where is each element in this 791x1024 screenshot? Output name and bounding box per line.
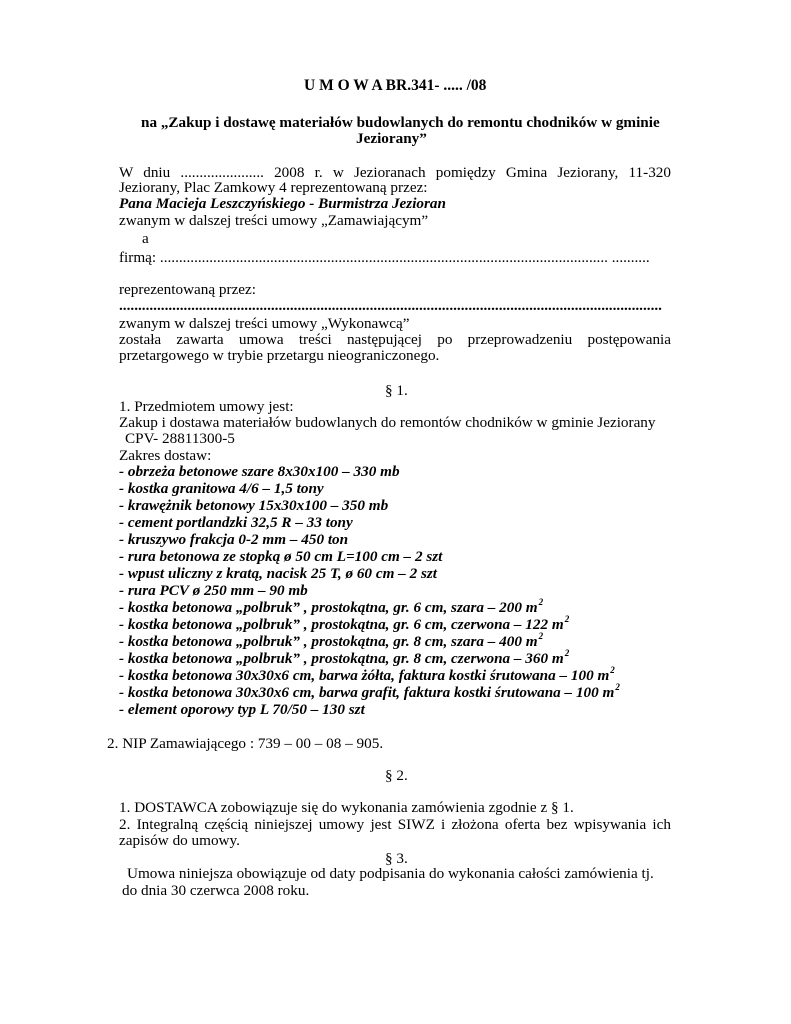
concluded-line1: została zawarta umowa treści następującej po przeprowadzeniu postępowania — [119, 331, 671, 348]
list-item: - element oporowy typ L 70/50 – 130 szt — [119, 701, 365, 718]
list-item: - cement portlandzki 32,5 R – 33 tony — [119, 514, 353, 531]
cpv-code: CPV- 28811300-5 — [125, 430, 235, 447]
parties-line1: W dniu ...................... 2008 r. w Jezioranach pomiędzy Gmina Jeziorany, 11-320 — [119, 164, 671, 181]
list-item: - kostka betonowa 30x30x6 cm, barwa żółta, faktura kostki śrutowana – 100 m 2 — [119, 668, 615, 686]
parties-line2: Jeziorany, Plac Zamkowy 4 reprezentowaną przez: — [119, 179, 428, 196]
squared-superscript — [538, 633, 544, 650]
list-item: - obrzeża betonowe szare 8x30x100 – 330 mb — [119, 463, 400, 480]
and-word: a — [142, 230, 149, 247]
section1-item1: 1. Przedmiotem umowy jest: — [119, 398, 294, 415]
nip-line: 2. NIP Zamawiającego : 739 – 00 – 08 – 905. — [107, 735, 384, 752]
list-item: - kostka betonowa „polbruk” , prostokątna, gr. 8 cm, czerwona – 360 m 2 — [119, 651, 569, 669]
section2-p1: 1. DOSTAWCA zobowiązuje się do wykonania zamówienia zgodnie z § 1. — [119, 799, 574, 816]
subtitle-line2: Jeziorany” — [356, 130, 427, 147]
scope-label: Zakres dostaw: — [119, 447, 212, 464]
section2-p2-line2: zapisów do umowy. — [119, 832, 240, 849]
section3-heading: § 3. — [385, 850, 408, 867]
section1-heading: § 1. — [385, 382, 408, 399]
representative: Pana Macieja Leszczyńskiego - Burmistrza Jezioran — [119, 195, 446, 212]
section3-line2: do dnia 30 czerwca 2008 roku. — [122, 882, 310, 899]
squared-superscript — [614, 684, 620, 701]
list-item: - rura betonowa ze stopką ø 50 cm L=100 cm – 2 szt — [119, 548, 443, 565]
section1-subject: Zakup i dostawa materiałów budowlanych do remontów chodników w gminie Jeziorany — [119, 414, 656, 431]
subtitle-line1: na „Zakup i dostawę materiałów budowlanych do remontu chodników w gminie — [141, 114, 660, 131]
list-item: - kostka betonowa „polbruk” , prostokątna, gr. 8 cm, szara – 400 m 2 — [119, 634, 543, 652]
list-item: - rura PCV ø 250 mm – 90 mb — [119, 582, 308, 599]
section2-heading: § 2. — [385, 767, 408, 784]
list-item: - kostka betonowa „polbruk” , prostokątna, gr. 6 cm, czerwona – 122 m 2 — [119, 617, 569, 635]
list-item: - krawężnik betonowy 15x30x100 – 350 mb — [119, 497, 389, 514]
section3-line1: Umowa niniejsza obowiązuje od daty podpisania do wykonania całości zamówienia tj. — [127, 865, 654, 882]
list-item: - kostka betonowa 30x30x6 cm, barwa grafit, faktura kostki śrutowana – 100 m 2 — [119, 685, 620, 703]
document-title: U M O W A BR.341- ..... /08 — [304, 77, 487, 94]
list-item: - kruszywo frakcja 0-2 mm – 450 ton — [119, 531, 349, 548]
wykonawca-line: zwanym w dalszej treści umowy „Wykonawcą” — [119, 315, 410, 332]
section2-p2-line1: 2. Integralną częścią niniejszej umowy jest SIWZ i złożona oferta bez wpisywania ich — [119, 816, 671, 833]
zamawiajacy-line: zwanym w dalszej treści umowy „Zamawiającym” — [119, 212, 429, 229]
squared-superscript — [564, 616, 570, 633]
squared-superscript — [609, 667, 615, 684]
list-item: - kostka betonowa „polbruk” , prostokątna, gr. 6 cm, szara – 200 m 2 — [119, 600, 543, 618]
concluded-line2: przetargowego w trybie przetargu nieograniczonego. — [119, 347, 440, 364]
list-item: - wpust uliczny z kratą, nacisk 25 T, ø 60 cm – 2 szt — [119, 565, 437, 582]
representative-dots: ............................................................................................................................................... — [119, 297, 662, 314]
list-item: - kostka granitowa 4/6 – 1,5 tony — [119, 480, 324, 497]
representative-label: reprezentowaną przez: — [119, 281, 257, 298]
squared-superscript — [564, 650, 570, 667]
firm-line: firmą: ...................................................................................................................... .......... — [119, 249, 650, 266]
squared-superscript — [538, 599, 544, 616]
